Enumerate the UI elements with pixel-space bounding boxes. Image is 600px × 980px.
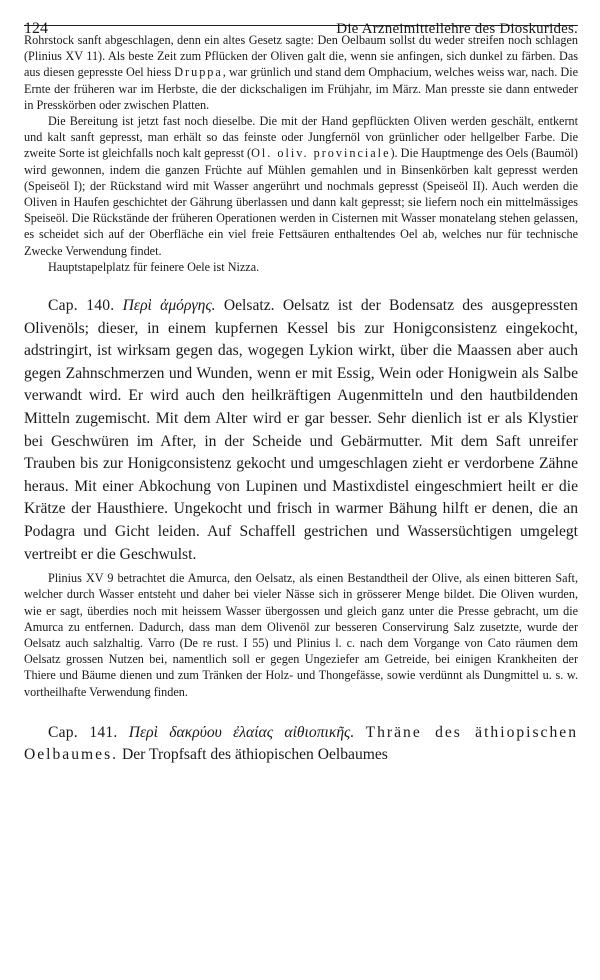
chapter-140 bbox=[24, 295, 578, 566]
text-run: , war grünlich und stand dem Omphacium, welches weiss war, nach. Die Ernte der früheren war im Herbste, die der dickschaligen im Frühjahr, im März. Man presste sie dann entweder in Presskörben oder zwischen Platten. bbox=[24, 65, 578, 112]
paragraph-nizza: Hauptstapelplatz für feinere Oele ist Nizza. bbox=[48, 259, 260, 274]
page-header bbox=[24, 0, 578, 37]
chapter-title: Thräne des äthiopischen Oelbaumes. bbox=[24, 723, 578, 764]
chapter-text: Oelsatz ist der Bodensatz des ausgepressten Olivenöls; dieser, in einem kupfernen Kessel bis zur Honigconsistenz eingekocht, adstringirt, ist wirksam gegen das, wogegen Lykion wirkt, über die Maassen aber auch gegen Zahnschmerzen und Wunden, wenn er mit Essig, Wein oder Honigwein als Salbe verwandt wird. Er wird auch den heilkräftigen Augenmitteln und den hautbildenden Mitteln zugemischt. Mit dem Alter wird er gar besser. Sehr dienlich ist er als Klystier bei Geschwüren im After, in der Scheide und Gebärmutter. Mit dem Saft unreifer Trauben bis zur Honigconsistenz gekocht und umgeschlagen zieht er verdorbene Zähne heraus. Mit einer Abkochung von Lupinen und Mastixdistel eingeschmiert heilt er die Krätze der Hausthiere. Ungekocht und frisch in warmer Bähung hilft er denen, die an Podagra und Gicht leiden. Auf Schaffell gestrichen und Wassersüchtigen umgelegt vertreibt er die Geschwulst. bbox=[24, 297, 578, 563]
page-number: 124 bbox=[24, 20, 48, 37]
text-run: Die Bereitung ist jetzt fast noch dieselbe. Die mit der Hand gepflückten Oliven werden geschält, entkernt und kalt sanft gepresst, man erhält so das feinste oder Jungfernöl von grünlicher oder hellgelber Farbe. Die zweite Sorte ist gleichfalls noch kalt gepresst ( bbox=[24, 114, 578, 161]
greek-title: Περὶ δακρύου ἐλαίας αἰθιοπικῆς. bbox=[128, 723, 355, 741]
text-run: Rohrstock sanft abgeschlagen, denn ein altes Gesetz sagte: Den Oelbaum sollst du weder streifen noch schlagen (Plinius XV 11). Als beste Zeit zum Pflücken der Oliven galt die, wenn sie anfingen, sich dunkel zu färben. Das aus diesen gepresste Oel hiess bbox=[24, 33, 578, 80]
term-druppa: Druppa bbox=[174, 65, 223, 80]
running-title: Die Arzneimittellehre des Dioskurides. bbox=[336, 21, 578, 37]
chapter-text: Der Tropfsaft des äthiopischen Oelbaumes bbox=[121, 746, 388, 764]
chapter-141 bbox=[24, 722, 578, 767]
text-run: ). Die Hauptmenge des Oels (Baumöl) wird gewonnen, indem die ganzen Früchte auf Mühlen gemahlen und in Binsenkörben kalt gepresst werden (Speiseöl I); der Rückstand wird mit Wasser angerührt und nochmals gepresst (Speiseöl II). Auch werden die Oliven in Haufen geschichtet der Gährung überlassen und dann kalt gepresst; sie liefern noch ein mittelmässiges Speiseöl. Die Rückstände der früheren Operationen werden in Cisternen mit Wasser monatelang stehen gelassen, es scheidet sich auf der Oberfläche ein viel freie Fettsäuren enthaltendes Oel ab, welches nur für technische Zwecke Verwendung findet. bbox=[24, 146, 578, 258]
term-ol-oliv-provinciale: Ol. oliv. provinciale bbox=[251, 146, 391, 161]
chapter-label: Cap. 140. bbox=[48, 297, 115, 315]
paragraph-oil-preparation bbox=[24, 113, 578, 259]
book-page bbox=[24, 0, 578, 767]
chapter-title: Oelsatz. bbox=[223, 297, 275, 315]
paragraph-amurca-commentary: Plinius XV 9 betrachtet die Amurca, den Oelsatz, als einen Bestandtheil der Olive, als einen bitteren Saft, welcher durch Wasser entsteht und daher bei vieler Nässe sich in grösserer Menge bildet. Die Oliven wurden, wie er sagt, überdies noch mit heissem Wasser übergossen und gleich ganz unter die Presse gebracht, um die Amurca zu entfernen. Dadurch, dass man dem Olivenöl zur besseren Conservirung Salz zusetzte, wurde der Oelsatz auch salzhaltig. Varro (De re rust. I 55) und Plinius l. c. nach dem Vorgange von Cato räumen dem Oelsatz grossen Nutzen bei, namentlich soll er gegen Ungeziefer am Getreide, bei einigen Krankheiten der Thiere und Bäume dienen und zum Tränken der Holz- und Thongefässe, sowie verdünnt als Dungmittel u. s. w. vortheilhafte Verwendung finden. bbox=[24, 571, 578, 699]
chapter-label: Cap. 141. bbox=[48, 723, 118, 741]
greek-title: Περὶ ἀμόργης. bbox=[122, 297, 216, 315]
paragraph-olive-harvest bbox=[24, 32, 578, 113]
